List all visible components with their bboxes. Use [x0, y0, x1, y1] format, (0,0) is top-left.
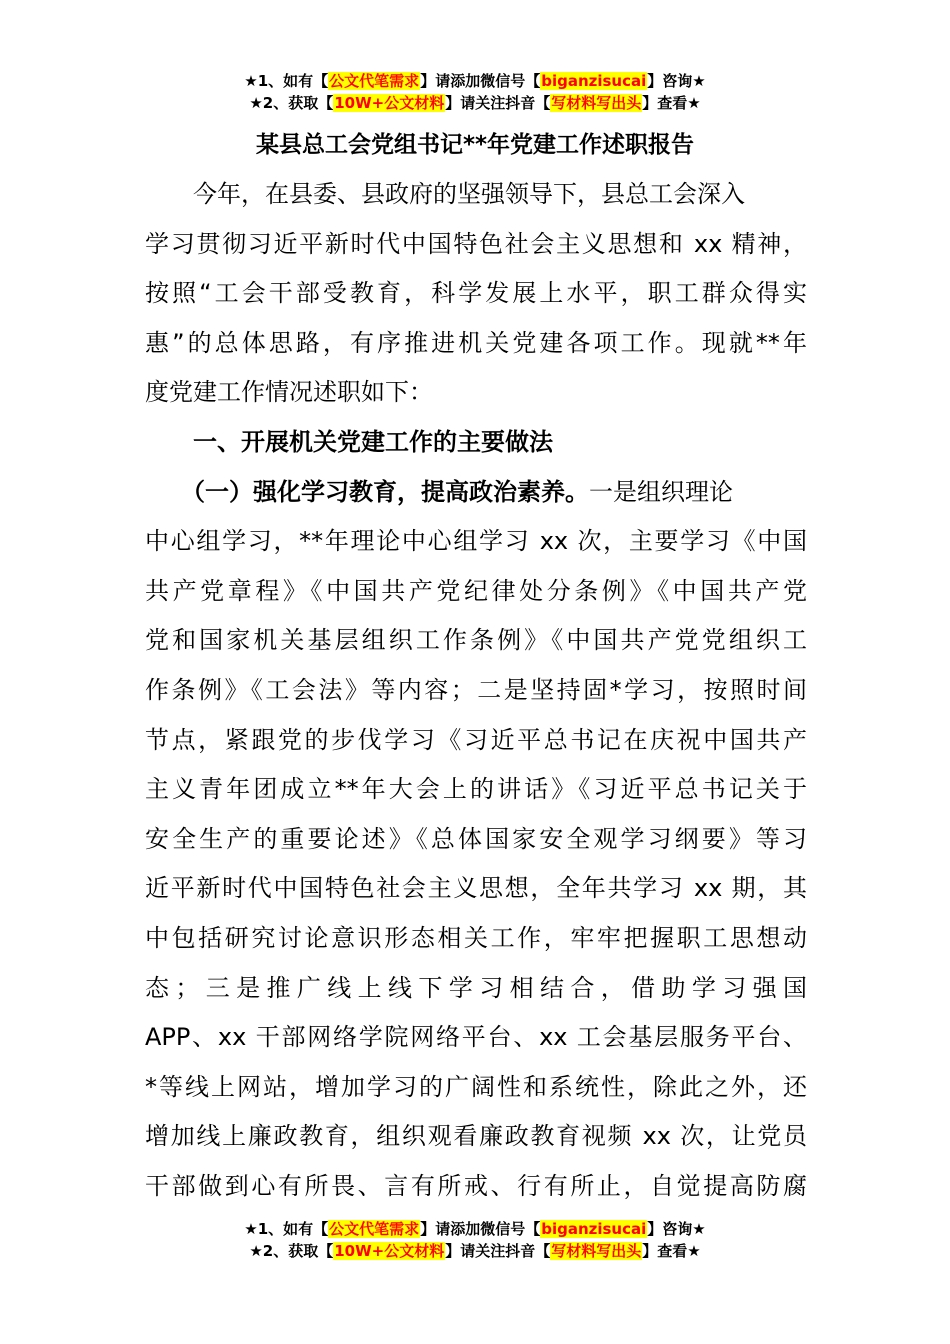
paragraph-line: 干部做到心有所畏、言有所戒、行有所止，自觉提高防腐 [145, 1171, 807, 1200]
banner-text: 】咨询★ [647, 1220, 706, 1238]
paragraph-line: 度党建工作情况述职如下： [145, 378, 433, 407]
paragraph-text: 一是组织理论 [589, 477, 733, 506]
paragraph-line: 节点，紧跟党的步伐学习《习近平总书记在庆祝中国共产 [145, 725, 807, 754]
paragraph-line: 中心组学习，**年理论中心组学习 xx 次，主要学习《中国 [145, 527, 807, 556]
paragraph-line: 增加线上廉政教育，组织观看廉政教育视频 xx 次，让党员 [145, 1122, 807, 1151]
banner-text: 】请关注抖音【 [445, 94, 551, 112]
banner-text: 】请关注抖音【 [445, 1242, 551, 1260]
banner-highlight: 公文代笔需求 [329, 72, 420, 90]
paragraph-line: 安全生产的重要论述》《总体国家安全观学习纲要》等习 [145, 824, 807, 853]
banner-line-1 [0, 1218, 950, 1240]
paragraph-line: 惠”的总体思路，有序推进机关党建各项工作。现就**年 [145, 328, 807, 357]
paragraph-line: 主义青年团成立**年大会上的讲话》《习近平总书记关于 [145, 775, 807, 804]
document-body [145, 170, 807, 1211]
document-title: 某县总工会党组书记**年党建工作述职报告 [255, 132, 695, 158]
banner-line-1 [0, 70, 950, 92]
paragraph-line: 中包括研究讨论意识形态相关工作，牢牢把握职工思想动 [145, 923, 807, 952]
paragraph-line: 近平新时代中国特色社会主义思想，全年共学习 xx 期，其 [145, 874, 807, 903]
paragraph-line: 今年，在县委、县政府的坚强领导下，县总工会深入 [145, 180, 745, 208]
banner-text: 】咨询★ [647, 72, 706, 90]
paragraph-line: *等线上网站，增加学习的广阔性和系统性，除此之外，还 [145, 1072, 807, 1101]
banner-highlight: biganzisucai [541, 1220, 647, 1238]
banner-text: 】查看★ [642, 94, 701, 112]
banner-highlight: 公文代笔需求 [329, 1220, 420, 1238]
banner-text: 】请添加微信号【 [420, 72, 541, 90]
section-heading: 一、开展机关党建工作的主要做法 [145, 427, 553, 456]
banner-line-2 [0, 92, 950, 114]
top-banner [0, 70, 950, 114]
paragraph-line [145, 468, 807, 518]
subsection-heading: （一）强化学习教育，提高政治素养。 [145, 477, 589, 506]
bottom-banner [0, 1218, 950, 1262]
banner-highlight: 写材料写出头 [551, 94, 642, 112]
banner-text: ★1、如有【 [244, 1220, 329, 1238]
banner-text: ★1、如有【 [244, 72, 329, 90]
banner-text: 】请添加微信号【 [420, 1220, 541, 1238]
banner-text: ★2、获取【 [249, 94, 334, 112]
banner-text: 】查看★ [642, 1242, 701, 1260]
banner-highlight: biganzisucai [541, 72, 647, 90]
paragraph-line: 共产党章程》《中国共产党纪律处分条例》《中国共产党 [145, 576, 807, 605]
banner-highlight: 10W+公文材料 [334, 1242, 445, 1260]
paragraph-line: APP、xx 干部网络学院网络平台、xx 工会基层服务平台、 [145, 1023, 807, 1052]
paragraph-line: 学习贯彻习近平新时代中国特色社会主义思想和 xx 精神， [145, 229, 807, 258]
paragraph-line: 作条例》《工会法》等内容；二是坚持固*学习，按照时间 [145, 675, 807, 704]
banner-line-2 [0, 1240, 950, 1262]
paragraph-line: 党和国家机关基层组织工作条例》《中国共产党党组织工 [145, 626, 807, 655]
paragraph-line: 按照“工会干部受教育，科学发展上水平，职工群众得实 [145, 279, 807, 308]
paragraph-line: 态；三是推广线上线下学习相结合，借助学习强国 [145, 973, 807, 1002]
banner-highlight: 10W+公文材料 [334, 94, 445, 112]
banner-text: ★2、获取【 [249, 1242, 334, 1260]
banner-highlight: 写材料写出头 [551, 1242, 642, 1260]
